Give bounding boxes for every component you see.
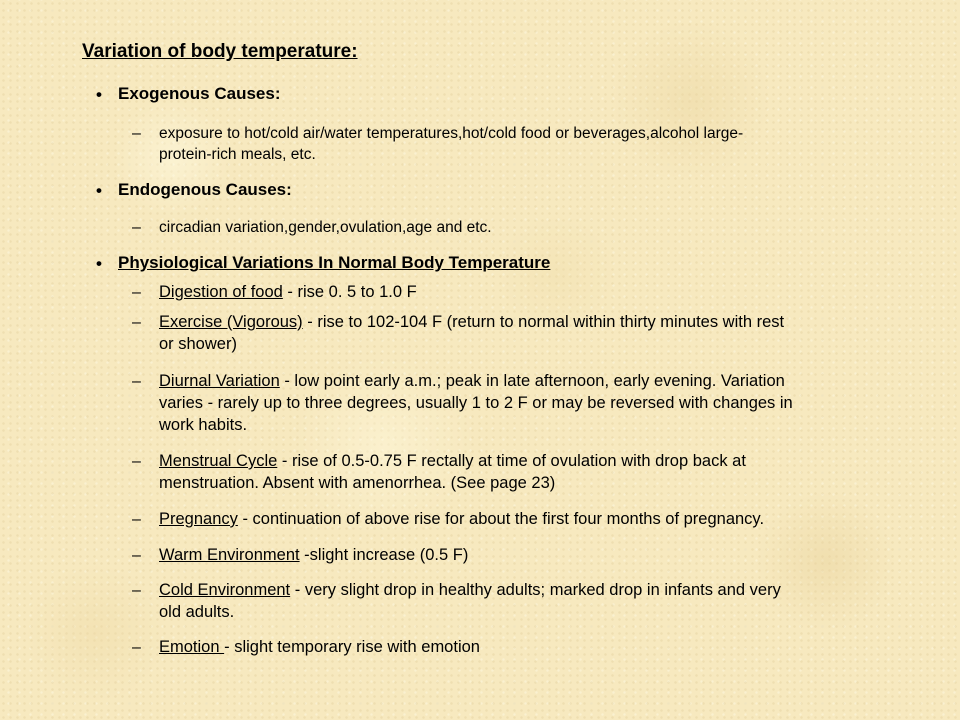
item-term: Cold Environment (159, 581, 291, 599)
item-text-cont: or shower) (159, 335, 237, 353)
dash: – (132, 582, 141, 599)
bullet-dot: • (96, 85, 102, 104)
bullet-dot: • (96, 254, 102, 273)
item-text: - very slight drop in healthy adults; marked drop in infants and very (290, 581, 781, 599)
dash: – (132, 314, 141, 331)
item-term: Menstrual Cycle (159, 452, 278, 470)
dash: – (132, 511, 141, 528)
list-item (159, 311, 784, 333)
item-text-cont: old adults. (159, 603, 235, 621)
dash: – (132, 547, 141, 564)
item-term: Warm Environment (159, 546, 300, 564)
item-text: - continuation of above rise for about the first four months of pregnancy. (237, 510, 765, 528)
exogenous-line-2: protein-rich meals, etc. (159, 146, 316, 163)
item-term: Pregnancy (159, 510, 238, 528)
list-item (159, 636, 480, 658)
page-title: Variation of body temperature: (82, 41, 358, 62)
item-term: Diurnal Variation (159, 372, 280, 390)
item-text-cont: work habits. (159, 416, 248, 434)
item-term: Emotion (159, 638, 225, 656)
list-item (159, 508, 764, 530)
dash: – (132, 219, 141, 236)
item-text: - rise of 0.5-0.75 F rectally at time of ovulation with drop back at (277, 452, 746, 470)
physiological-heading: Physiological Variations In Normal Body Temperature (118, 253, 551, 272)
exogenous-heading: Exogenous Causes: (118, 84, 281, 103)
list-item (159, 370, 785, 392)
list-item (159, 450, 746, 472)
item-text-cont: varies - rarely up to three degrees, usually 1 to 2 F or may be reversed with changes in (159, 394, 793, 412)
item-text: - low point early a.m.; peak in late afternoon, early evening. Variation (279, 372, 785, 390)
list-item (159, 281, 417, 303)
dash: – (132, 284, 141, 301)
bullet-dot: • (96, 181, 102, 200)
item-term: Digestion of food (159, 283, 283, 301)
dash: – (132, 125, 141, 142)
dash: – (132, 639, 141, 656)
item-text: - rise to 102-104 F (return to normal within thirty minutes with rest (302, 313, 785, 331)
item-text-cont: menstruation. Absent with amenorrhea. (See page 23) (159, 474, 556, 492)
item-term: Exercise (Vigorous) (159, 313, 303, 331)
item-text: - slight temporary rise with emotion (224, 638, 480, 656)
list-item (159, 579, 781, 601)
endogenous-heading: Endogenous Causes: (118, 180, 292, 199)
item-text: - rise 0. 5 to 1.0 F (282, 283, 417, 301)
dash: – (132, 453, 141, 470)
dash: – (132, 373, 141, 390)
item-text: -slight increase (0.5 F) (299, 546, 469, 564)
list-item (159, 544, 468, 566)
exogenous-line-1: exposure to hot/cold air/water temperatures,hot/cold food or beverages,alcohol large- (159, 125, 744, 142)
endogenous-line-1: circadian variation,gender,ovulation,age and etc. (159, 219, 492, 236)
